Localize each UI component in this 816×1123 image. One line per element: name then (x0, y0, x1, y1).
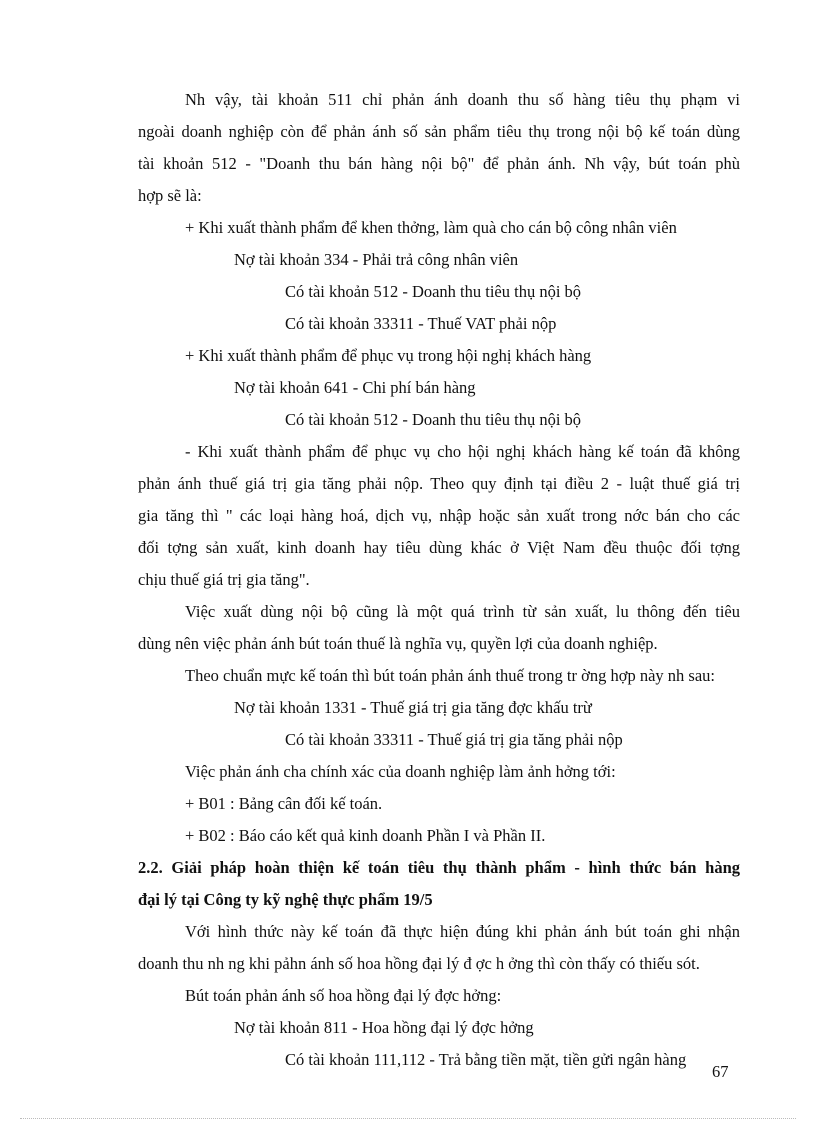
debit-entry: Nợ tài khoản 811 - Hoa hồng đại lý đợc hởng (234, 1018, 534, 1037)
paragraph-line: phản ánh thuế giá trị gia tăng phải nộp. Theo quy định tại điều 2 - luật thuế giá trị (138, 474, 740, 493)
paragraph-line: gia tăng thì " các loại hàng hoá, dịch vụ, nhập hoặc sản xuất trong nớc bán cho các (138, 506, 740, 525)
entry-heading: + Khi xuất thành phẩm để khen thởng, làm quà cho cán bộ công nhân viên (185, 218, 677, 237)
paragraph-line: Nh vậy, tài khoản 511 chỉ phản ánh doanh thu số hàng tiêu thụ phạm vi (185, 90, 740, 109)
paragraph-line: hợp sẽ là: (138, 186, 202, 205)
debit-entry: Nợ tài khoản 641 - Chi phí bán hàng (234, 378, 476, 397)
paragraph-line: Bút toán phản ánh số hoa hồng đại lý đợc hởng: (185, 986, 502, 1005)
debit-entry: Nợ tài khoản 1331 - Thuế giá trị gia tăng đợc khấu trừ (234, 698, 592, 717)
paragraph-line: - Khi xuất thành phẩm để phục vụ cho hội nghị khách hàng kế toán đã không (185, 442, 740, 461)
entry-heading: + Khi xuất thành phẩm để phục vụ trong hội nghị khách hàng (185, 346, 592, 365)
credit-entry: Có tài khoản 512 - Doanh thu tiêu thụ nội bộ (285, 410, 582, 429)
debit-entry: Nợ tài khoản 334 - Phải trả công nhân viên (234, 250, 519, 269)
page-number: 67 (712, 1062, 729, 1081)
paragraph-line: đối tợng sản xuất, kinh doanh hay tiêu dùng khác ở Việt Nam đều thuộc đối tợng (138, 538, 740, 557)
page-bottom-border (20, 1118, 796, 1119)
section-heading: 2.2. Giải pháp hoàn thiện kế toán tiêu thụ thành phẩm - hình thức bán hàng (138, 858, 740, 877)
paragraph-line: Theo chuẩn mực kế toán thì bút toán phản ánh thuế trong tr ờng hợp này nh sau: (185, 666, 715, 685)
credit-entry: Có tài khoản 512 - Doanh thu tiêu thụ nội bộ (285, 282, 582, 301)
paragraph-line: doanh thu nh ng khi pảhn ánh số hoa hồng đại lý đ ợc h ởng thì còn thấy có thiếu sót. (138, 954, 700, 973)
credit-entry: Có tài khoản 33311 - Thuế giá trị gia tăng phải nộp (285, 730, 623, 749)
credit-entry: Có tài khoản 33311 - Thuế VAT phải nộp (285, 314, 557, 333)
paragraph-line: chịu thuế giá trị gia tăng". (138, 570, 310, 589)
paragraph-line: Việc xuất dùng nội bộ cũng là một quá trình từ sản xuất, lu thông đến tiêu (185, 602, 740, 621)
paragraph-line: Với hình thức này kế toán đã thực hiện đúng khi phản ánh bút toán ghi nhận (185, 922, 740, 941)
paragraph-line: Việc phản ánh cha chính xác của doanh nghiệp làm ảnh hởng tới: (185, 762, 616, 781)
list-item: + B02 : Báo cáo kết quả kinh doanh Phần I và Phần II. (185, 826, 546, 845)
paragraph-line: dùng nên việc phản ánh bút toán thuế là nghĩa vụ, quyền lợi của doanh nghiệp. (138, 634, 658, 653)
paragraph-line: ngoài doanh nghiệp còn để phản ánh số sản phẩm tiêu thụ trong nội bộ kế toán dùng (138, 122, 740, 141)
paragraph-line: tài khoản 512 - "Doanh thu bán hàng nội bộ" để phản ánh. Nh vậy, bút toán phù (138, 154, 740, 173)
section-heading: đại lý tại Công ty kỹ nghệ thực phẩm 19/5 (138, 890, 433, 909)
credit-entry: Có tài khoản 111,112 - Trả bằng tiền mặt, tiền gửi ngân hàng (285, 1050, 687, 1069)
list-item: + B01 : Bảng cân đối kế toán. (185, 794, 383, 813)
